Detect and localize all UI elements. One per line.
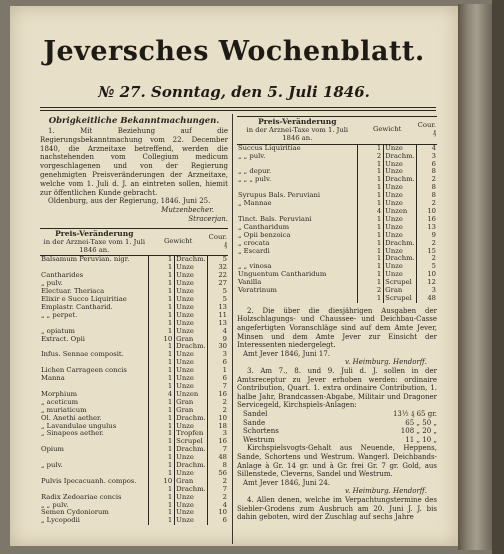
- item-amount: 1: [149, 351, 175, 359]
- item-name: Manna: [41, 374, 65, 383]
- item-name: Infus. Sennae composit.: [41, 350, 124, 359]
- item-price: 7: [208, 446, 228, 454]
- item-name: Electuar. Theriaca: [41, 287, 105, 296]
- tax-row: [237, 427, 437, 436]
- item-unit: Unze: [175, 351, 208, 359]
- item-price: 16: [417, 216, 437, 224]
- item-price: 13: [208, 320, 228, 328]
- tax-amount: 13½ ₰ 65 gr.: [392, 409, 437, 418]
- item-price: 10: [417, 271, 437, 279]
- item-amount: 1: [149, 407, 175, 415]
- item-price: 32: [208, 264, 228, 272]
- item-amount: 1: [149, 359, 175, 367]
- item-amount: 1: [149, 454, 175, 462]
- item-unit: Drachm.: [385, 175, 415, 184]
- item-unit: Unze: [175, 517, 208, 525]
- notice-place-date: Oldenburg, aus der Regierung, 1846. Juni 25.: [48, 197, 211, 206]
- item-price: 5: [208, 288, 228, 296]
- item-price: 16: [208, 391, 228, 399]
- item-unit: Drachm.: [176, 342, 206, 351]
- item-amount: 1: [149, 280, 175, 288]
- item-unit: Unze: [175, 288, 208, 296]
- item-price: 5: [417, 263, 437, 271]
- item-name: „ „ perpet.: [41, 310, 78, 319]
- price-table-left-body: [40, 256, 228, 525]
- item-price: 4: [417, 144, 437, 152]
- item-amount: 4: [358, 208, 384, 216]
- item-name: „ opiatum: [41, 326, 75, 335]
- item-unit: Unze: [175, 296, 208, 304]
- notice-signer: Stracerjan.: [188, 214, 228, 223]
- price-table-name-header: [237, 117, 358, 145]
- weight-header: Gewicht: [149, 228, 208, 256]
- item-price: 27: [208, 280, 228, 288]
- item-unit: Unze: [175, 328, 208, 336]
- notice-3-place-date: Amt Jever 1846, Juni 24.: [243, 478, 331, 487]
- item-price: 2: [208, 478, 228, 486]
- item-name: Veratrinum: [238, 286, 277, 295]
- tax-row: [237, 410, 437, 419]
- item-unit: Drachm.: [176, 484, 206, 493]
- item-price: 8: [417, 168, 437, 176]
- item-unit: Scrupel: [384, 279, 417, 287]
- price-table-name-header: [40, 228, 149, 256]
- item-price: 2: [208, 399, 228, 407]
- price-table-subtitle: in der Arznei-Taxe vom 1. Juli 1846 an.: [246, 125, 349, 142]
- table-row: [40, 462, 228, 470]
- item-amount: 2: [358, 287, 384, 295]
- table-row: [40, 375, 228, 383]
- item-price: 10: [208, 415, 228, 423]
- notice-2-text: 2. Die über die diesjährigen Ausgaben der Holzschlagungs- und Chaussee- und Deichbau-Casse angefertigten Voranschläge sind auf dem Amte Jever, Minsen und dem Amte Jever zur Einsicht der Interessenten niedergelegt.: [237, 306, 437, 350]
- item-name: „ „ pulv.: [238, 151, 266, 160]
- item-price: 2: [417, 255, 437, 263]
- table-row: [40, 312, 228, 320]
- item-amount: 1: [149, 375, 175, 383]
- tax-amount: 65 „ 50 „: [405, 418, 437, 427]
- item-name: „ pulv.: [41, 461, 63, 470]
- item-name: „ Lycopodii: [41, 516, 80, 525]
- item-unit: Tropfen: [175, 430, 208, 438]
- item-amount: 1: [149, 470, 175, 478]
- item-price: 3: [417, 287, 437, 295]
- item-amount: 1: [358, 216, 384, 224]
- item-amount: 1: [149, 296, 175, 304]
- item-amount: 1: [149, 446, 175, 454]
- item-name: Cantharides: [41, 271, 84, 280]
- price-table-title: Preis-Veränderung: [258, 117, 337, 126]
- item-amount: 1: [149, 430, 175, 438]
- table-row: [40, 351, 228, 359]
- notice-text: 1. Mit Beziehung auf die Regierungsbekanntmachung vom 22. December 1840, die Arzneitaxe betreffend, werden die nachstehenden vom Collegium medicum vorgeschlagenen und von der Regierung genehmigten Preisveränderungen der Arzneitaxe, welche vom 1. Juli d. J. an eintreten sollen, hiemit zur öffentlichen Kunde gebracht.: [40, 127, 228, 197]
- item-name: „ Escardi: [238, 246, 270, 255]
- item-unit: Unze: [175, 280, 208, 288]
- item-price: 56: [208, 470, 228, 478]
- item-unit: Drachm.: [385, 151, 415, 160]
- item-unit: Drachm.: [385, 254, 415, 263]
- item-name: Morphium: [41, 389, 78, 398]
- item-price: 18: [208, 423, 228, 431]
- item-amount: 1: [358, 248, 384, 256]
- item-name: Pulvis Ipecacuanh. compos.: [41, 476, 137, 485]
- tax-row: [237, 436, 437, 445]
- item-amount: 1: [149, 462, 175, 470]
- tax-list: [237, 410, 437, 444]
- item-amount: 1: [358, 255, 384, 263]
- item-price: 2: [208, 407, 228, 415]
- tax-row: [237, 419, 437, 428]
- item-price: 48: [417, 295, 437, 303]
- item-unit: Drachm.: [176, 413, 206, 422]
- price-header-label: Cour.: [208, 233, 227, 242]
- item-name: Elixir e Succo Liquiritiae: [41, 295, 127, 304]
- item-name: Radix Zedoariae concis: [41, 492, 122, 501]
- item-amount: 1: [358, 168, 384, 176]
- item-name: Tinct. Bals. Peruviani: [238, 214, 312, 223]
- item-unit: Unze: [175, 375, 208, 383]
- item-name: Vanilla: [238, 278, 262, 287]
- item-amount: 1: [358, 200, 384, 208]
- item-unit: Scrupel: [175, 438, 208, 446]
- item-price: 9: [208, 336, 228, 344]
- item-price: 5: [208, 256, 228, 264]
- item-amount: 1: [149, 438, 175, 446]
- price-table-title: Preis-Veränderung: [55, 228, 134, 238]
- tax-parish: Westrum: [243, 435, 275, 444]
- item-unit: Gran: [384, 287, 417, 295]
- item-name: Balsamum Peruvian. nigr.: [41, 255, 130, 264]
- item-amount: 1: [358, 224, 384, 232]
- item-unit: Drachm.: [176, 255, 206, 264]
- price-table-right-body: [237, 144, 437, 303]
- item-price: 2: [208, 494, 228, 502]
- table-row: [40, 272, 228, 280]
- item-price: 9: [417, 232, 437, 240]
- item-unit: Unze: [175, 272, 208, 280]
- item-amount: 1: [149, 415, 175, 423]
- item-price: 11: [208, 312, 228, 320]
- item-unit: Drachm.: [176, 461, 206, 470]
- tax-amount: 108 „ 20 „: [400, 427, 437, 436]
- item-price: 22: [208, 272, 228, 280]
- notice-signature: Mutzenbecher.: [161, 206, 214, 215]
- item-unit: Unze: [175, 502, 208, 510]
- item-amount: 1: [149, 272, 175, 280]
- item-price: 10: [208, 509, 228, 517]
- item-amount: 1: [149, 423, 175, 431]
- notice-3-text: 3. Am 7., 8. und 9. Juli d. J. sollen in der Amtsreceptur zu Jever erhoben werden: ordinaire Contribution, Quart. 1. extra ordinaire Contribution, 1. halbe Jahr, Brandcassen-Abgabe, Militair und Dragoner Servicegeld, Kirchspiels-Anlagen:: [237, 367, 437, 410]
- table-row: [40, 256, 228, 264]
- item-name: Lichen Carrageen concis: [41, 366, 127, 375]
- item-amount: 1: [358, 240, 384, 248]
- item-price: 4: [208, 328, 228, 336]
- item-amount: 1: [149, 494, 175, 502]
- item-price: 6: [208, 375, 228, 383]
- notice-3-text-continued: Kirchspielsvogts-Gehalt aus Neuende, Heppens, Sande, Schortens und Westrum. Wangerl. Deichbands-Anlage à Gr. 14 gr. und à Gr. frei Gr. 7 gr. Gold, aus Sillenstede, Cleverns, Sandel und Westrum.: [237, 444, 437, 479]
- item-price: 3: [208, 430, 228, 438]
- item-amount: 2: [358, 153, 384, 161]
- table-row: [40, 494, 228, 502]
- item-unit: Drachm.: [385, 238, 415, 247]
- item-unit: Unze: [175, 320, 208, 328]
- weight-header: Gewicht: [358, 117, 417, 145]
- item-unit: Unze: [384, 192, 417, 200]
- item-name: „ „ depur.: [238, 167, 272, 176]
- item-amount: 1: [149, 264, 175, 272]
- item-unit: Gran: [175, 336, 208, 344]
- item-unit: Unze: [175, 312, 208, 320]
- item-name: Unguentum Cantharidum: [238, 270, 327, 279]
- item-price: 7: [208, 383, 228, 391]
- item-price: 6: [208, 517, 228, 525]
- book-spine: [492, 0, 504, 554]
- issue-line: № 27. Sonntag, den 5. Juli 1846.: [98, 83, 370, 101]
- table-row: [40, 517, 228, 525]
- item-name: „ „ „ pulv.: [238, 175, 272, 184]
- newspaper-page: [10, 6, 458, 546]
- header-rule: [40, 107, 436, 108]
- item-price: 13: [417, 224, 437, 232]
- item-unit: Unze: [384, 184, 417, 192]
- item-price: 13: [208, 304, 228, 312]
- item-amount: 1: [149, 288, 175, 296]
- notice-2-place-date: Amt Jever 1846, Juni 17.: [243, 349, 331, 358]
- table-row: [40, 446, 228, 454]
- item-name: „ Cantharidum: [238, 222, 290, 231]
- item-name: „ Sinapeos aether.: [41, 429, 104, 438]
- item-price: 8: [417, 184, 437, 192]
- tax-parish: Schortens: [243, 427, 279, 436]
- table-row: [40, 367, 228, 375]
- item-name: [237, 295, 358, 303]
- right-column: [237, 116, 437, 522]
- notice-4-text: 4. Allen denen, welche im Verpachtungstermine des Siebler-Grodens zum Ausbruch am 20. Juni J. J. bis dahin geboten, wird der Zuschlag auf sechs Jahre: [237, 495, 437, 522]
- item-unit: Scrupel: [384, 295, 417, 303]
- item-unit: Unzen: [175, 391, 208, 399]
- item-name: „ Mannae: [238, 199, 272, 208]
- item-price: 5: [208, 296, 228, 304]
- item-unit: Unze: [175, 509, 208, 517]
- item-price: 1: [208, 367, 228, 375]
- currency-symbol: ₰: [432, 129, 436, 138]
- item-unit: Unze: [384, 168, 417, 176]
- item-amount: 1: [149, 509, 175, 517]
- item-unit: Unzen: [384, 208, 417, 216]
- item-unit: Unze: [175, 423, 208, 431]
- item-amount: 1: [358, 271, 384, 279]
- item-name: „ Opii benzoica: [238, 230, 291, 239]
- price-header-label: Cour.: [417, 121, 436, 130]
- item-name: Syrupus Bals. Peruviani: [238, 191, 321, 200]
- item-price: 16: [208, 438, 228, 446]
- item-unit: Unze: [384, 200, 417, 208]
- item-name: Semen Cydoniorum: [41, 508, 109, 517]
- price-table-left: [40, 228, 228, 526]
- item-price: 48: [208, 454, 228, 462]
- item-unit: Unze: [175, 359, 208, 367]
- item-name: Opium: [41, 445, 64, 454]
- item-unit: Unze: [175, 470, 208, 478]
- item-price: 2: [417, 200, 437, 208]
- item-unit: Unze: [175, 494, 208, 502]
- item-price: 4: [208, 502, 228, 510]
- tax-amount: 11 „ 10 „: [405, 435, 437, 444]
- item-price: 8: [417, 192, 437, 200]
- item-amount: 1: [149, 399, 175, 407]
- table-row: [237, 295, 437, 303]
- item-name: Emplastr. Cantharid.: [41, 302, 113, 311]
- item-amount: 4: [149, 391, 175, 399]
- price-header: [417, 117, 437, 145]
- item-amount: 1: [358, 184, 384, 192]
- item-name: Extract. Opii: [41, 334, 85, 343]
- table-row: [237, 176, 437, 184]
- item-amount: 1: [149, 517, 175, 525]
- item-amount: 1: [358, 161, 384, 169]
- item-unit: Unze: [175, 454, 208, 462]
- item-amount: 1: [358, 279, 384, 287]
- item-name: Ol. Anethi aether.: [41, 413, 102, 422]
- price-table-right: [237, 116, 437, 303]
- notice-3-signature: v. Heimburg. Hendorff.: [345, 487, 427, 496]
- item-name: „ pulv.: [41, 279, 63, 288]
- currency-symbol: ₰: [223, 241, 227, 250]
- item-unit: Unze: [384, 224, 417, 232]
- item-unit: Gran: [175, 399, 208, 407]
- item-amount: 1: [358, 176, 384, 184]
- item-amount: 1: [149, 383, 175, 391]
- item-price: 3: [208, 351, 228, 359]
- header-rule-double: [40, 110, 436, 111]
- item-amount: 1: [149, 328, 175, 336]
- item-unit: Unze: [384, 263, 417, 271]
- item-amount: 1: [358, 263, 384, 271]
- item-name: „ crocata: [238, 238, 270, 247]
- notice-title: Obrigkeitliche Bekanntmachungen.: [48, 116, 220, 126]
- item-unit: Unze: [384, 271, 417, 279]
- item-price: 2: [417, 240, 437, 248]
- item-amount: 1: [358, 192, 384, 200]
- left-column: [40, 116, 228, 525]
- item-name: „ Lavandulae ungulus: [41, 421, 117, 430]
- item-unit: Unze: [384, 248, 417, 256]
- item-unit: Gran: [175, 407, 208, 415]
- tax-parish: Sandel: [243, 409, 268, 418]
- book-binding-edge: [458, 4, 492, 550]
- item-name: Succus Liquiritiae: [238, 143, 301, 152]
- item-unit: Unze: [384, 216, 417, 224]
- item-unit: Unze: [384, 144, 417, 152]
- price-table-subtitle: in der Arznei-Taxe vom 1. Juli 1846 an.: [43, 237, 146, 254]
- item-amount: 1: [149, 486, 175, 494]
- notice-2-signature: v. Heimburg. Hendorff.: [345, 358, 427, 367]
- item-name: „ aceticum: [41, 397, 79, 406]
- item-amount: 1: [358, 295, 384, 303]
- item-unit: Unze: [175, 304, 208, 312]
- item-amount: 10: [149, 478, 175, 486]
- item-unit: Drachm.: [176, 445, 206, 454]
- item-price: 30: [208, 343, 228, 351]
- item-amount: 1: [149, 343, 175, 351]
- item-price: 12: [417, 279, 437, 287]
- item-unit: Unze: [175, 264, 208, 272]
- item-amount: 1: [149, 256, 175, 264]
- table-row: [237, 153, 437, 161]
- item-name: „ muriaticum: [41, 405, 87, 414]
- price-header: [208, 228, 228, 256]
- item-unit: Gran: [175, 478, 208, 486]
- item-amount: 10: [149, 336, 175, 344]
- tax-parish: Sande: [243, 418, 266, 427]
- item-name: „ „ pulv.: [41, 500, 69, 509]
- item-price: 6: [208, 359, 228, 367]
- item-price: 3: [417, 153, 437, 161]
- item-price: 7: [208, 486, 228, 494]
- table-row: [237, 200, 437, 208]
- item-price: 6: [417, 161, 437, 169]
- item-price: 10: [417, 208, 437, 216]
- item-amount: 1: [358, 232, 384, 240]
- item-price: 2: [417, 176, 437, 184]
- masthead-title: Jeversches Wochenblatt.: [43, 36, 425, 67]
- item-price: 15: [417, 248, 437, 256]
- item-name: „ „ vinosa: [238, 262, 272, 271]
- item-unit: Unze: [175, 383, 208, 391]
- item-amount: 1: [149, 502, 175, 510]
- item-amount: 1: [358, 144, 384, 152]
- item-unit: Unze: [175, 367, 208, 375]
- item-amount: 1: [149, 367, 175, 375]
- item-amount: 1: [149, 304, 175, 312]
- item-unit: Unze: [384, 232, 417, 240]
- item-amount: 1: [149, 312, 175, 320]
- item-unit: Unze: [384, 161, 417, 169]
- item-amount: 1: [149, 320, 175, 328]
- item-price: 8: [208, 462, 228, 470]
- column-divider: [232, 114, 233, 544]
